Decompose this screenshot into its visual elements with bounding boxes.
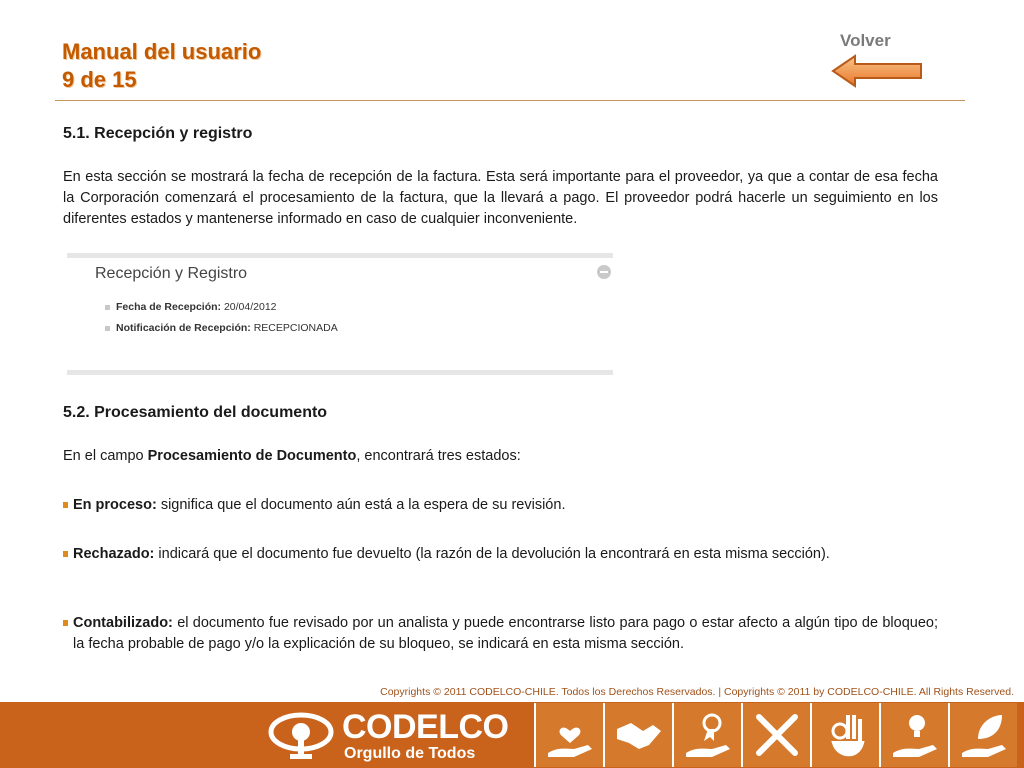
page-indicator: 9 de 15: [62, 67, 137, 92]
logo-slogan: Orgullo de Todos: [344, 745, 476, 762]
hands-circle-icon: [741, 703, 810, 767]
state-name: En proceso:: [73, 497, 157, 513]
manual-title: Manual del usuario: [62, 39, 262, 64]
panel-top-bar: [67, 253, 613, 258]
intro-field-name: Procesamiento de Documento: [147, 448, 357, 464]
state-description: significa que el documento aún está a la espera de su revisión.: [156, 497, 566, 513]
list-item: [63, 544, 938, 565]
hand-lightbulb-icon: [879, 703, 948, 767]
bullet-marker-icon: [63, 620, 68, 626]
row-label: Notificación de Recepción:: [116, 322, 251, 334]
bullet-square-icon: [105, 326, 110, 331]
back-link[interactable]: Volver: [840, 31, 891, 50]
recepcion-registro-screenshot: [67, 253, 613, 375]
row-value: RECEPCIONADA: [253, 322, 338, 334]
intro-prefix: En el campo: [63, 448, 148, 464]
panel-row: [105, 322, 338, 334]
ok-hand-icon: [810, 703, 879, 767]
state-description: indicará que el documento fue devuelto (la razón de la devolución la encontrará en esta misma sección).: [154, 546, 830, 562]
back-arrow-icon[interactable]: [830, 53, 926, 89]
list-item: [63, 495, 938, 516]
panel-row: [105, 301, 277, 313]
row-value: 20/04/2012: [223, 301, 277, 313]
state-name: Rechazado:: [73, 546, 155, 562]
row-label: Fecha de Recepción:: [116, 301, 222, 313]
hand-ribbon-icon: [672, 703, 741, 767]
bullet-square-icon: [105, 305, 110, 310]
section-heading-recepcion: 5.1. Recepción y registro: [63, 125, 253, 142]
codelco-logo: [268, 708, 528, 764]
state-name: Contabilizado:: [73, 615, 173, 631]
handshake-icon: [603, 703, 672, 767]
panel-bottom-bar: [67, 370, 613, 375]
section-intro: [63, 446, 938, 467]
hand-heart-icon: [534, 703, 603, 767]
collapse-icon[interactable]: [597, 265, 611, 279]
section-heading-procesamiento: 5.2. Procesamiento del documento: [63, 404, 328, 421]
bullet-marker-icon: [63, 502, 68, 508]
intro-suffix: , encontrará tres estados:: [356, 448, 521, 464]
state-description: el documento fue revisado por un analista y puede encontrarse listo para pago o estar afecto a algún tipo de bloqueo; la fecha probable de pago y/o la explicación de su bloqueo, se indicará en esta misma sección.: [73, 615, 938, 652]
page-title: [62, 38, 261, 94]
section-paragraph-recepcion: En esta sección se mostrará la fecha de recepción de la factura. Esta será importante para el proveedor, ya que a contar de esa fecha la Corporación comenzará el procesamiento de la factura, que la llevará a pago. El proveedor podrá hacerle un seguimiento en los diferentes estados y mantenerse informado en caso de cualquier inconveniente.: [63, 169, 938, 227]
codelco-emblem-icon: [268, 712, 334, 762]
panel-title: Recepción y Registro: [95, 265, 248, 282]
header-divider: [55, 100, 965, 101]
copyright-notice: Copyrights © 2011 CODELCO-CHILE. Todos los Derechos Reservados. | Copyrights © 2011 by CODELCO-CHILE. All Rights Reserved.: [380, 686, 1014, 698]
bullet-marker-icon: [63, 551, 68, 557]
logo-wordmark: CODELCO: [342, 708, 509, 746]
list-item: [63, 613, 938, 655]
hand-leaf-icon: [948, 703, 1017, 767]
